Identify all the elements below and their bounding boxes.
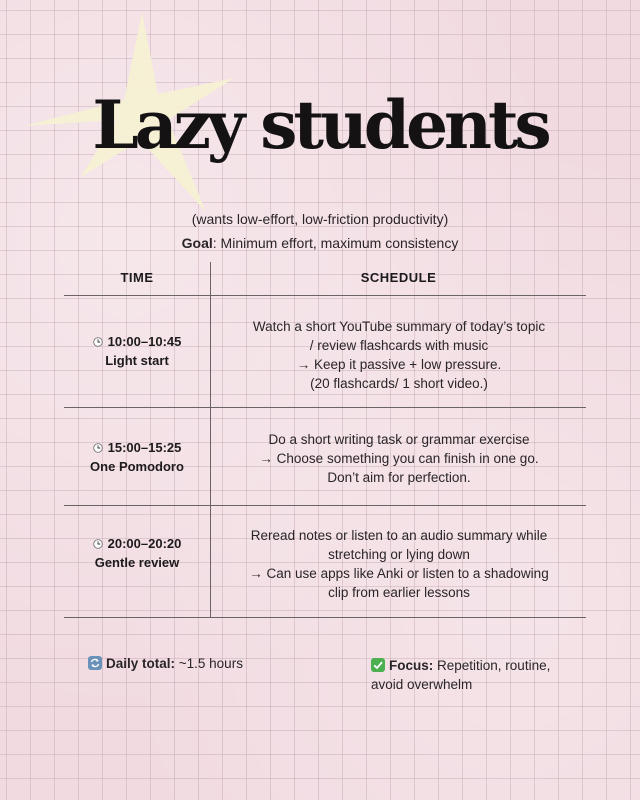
schedule-line: → Choose something you can finish in one go. <box>259 451 539 466</box>
goal-text: : Minimum effort, maximum consistency <box>212 235 459 251</box>
daily-total-label: Daily total: <box>106 656 176 671</box>
schedule-line: / review flashcards with music <box>309 338 489 353</box>
schedule-cell <box>214 526 584 602</box>
table-bottom-line <box>64 617 586 618</box>
clock-icon <box>93 539 103 549</box>
focus-value: Repetition, routine, <box>433 658 551 673</box>
header-divider <box>64 295 586 296</box>
check-icon <box>371 658 385 672</box>
schedule-line: → Keep it passive + low pressure. <box>296 357 502 372</box>
row-divider <box>64 505 586 506</box>
schedule-cell <box>214 430 584 487</box>
schedule-table <box>64 262 586 618</box>
schedule-line: Watch a short YouTube summary of today’s topic <box>252 319 546 334</box>
repeat-icon <box>88 656 102 670</box>
slot-name: One Pomodoro <box>90 459 184 474</box>
time-range: 15:00–15:25 <box>107 440 182 455</box>
schedule-cell <box>214 317 584 393</box>
page-title: Lazy students <box>92 86 548 164</box>
table-row <box>64 438 210 476</box>
schedule-line: clip from earlier lessons <box>328 585 470 600</box>
row-divider <box>64 407 586 408</box>
daily-total <box>88 656 243 671</box>
table-row <box>64 332 210 370</box>
schedule-line: Don’t aim for perfection. <box>327 470 471 485</box>
time-header: TIME <box>120 270 154 285</box>
schedule-line: Do a short writing task or grammar exercise <box>268 432 530 447</box>
schedule-header: SCHEDULE <box>360 270 437 285</box>
slot-name: Light start <box>105 353 169 368</box>
subtitle: (wants low-effort, low-friction productivity) <box>191 211 449 227</box>
column-divider <box>210 262 211 618</box>
schedule-line: → Can use apps like Anki or listen to a shadowing <box>249 566 549 581</box>
schedule-line: stretching or lying down <box>328 547 470 562</box>
time-range: 20:00–20:20 <box>107 536 182 551</box>
time-range: 10:00–10:45 <box>107 334 182 349</box>
goal-label: Goal <box>181 235 213 251</box>
focus-value-line2: avoid overwhelm <box>371 677 473 692</box>
table-row <box>64 534 210 572</box>
focus-label: Focus: <box>389 658 434 673</box>
schedule-line: (20 flashcards/ 1 short video.) <box>310 376 488 391</box>
clock-icon <box>93 337 103 347</box>
slot-name: Gentle review <box>94 555 180 570</box>
goal-line <box>0 235 640 251</box>
schedule-line: Reread notes or listen to an audio summary while <box>250 528 548 543</box>
daily-total-value: ~1.5 hours <box>175 656 243 671</box>
clock-icon <box>93 443 103 453</box>
focus-note <box>371 656 550 694</box>
